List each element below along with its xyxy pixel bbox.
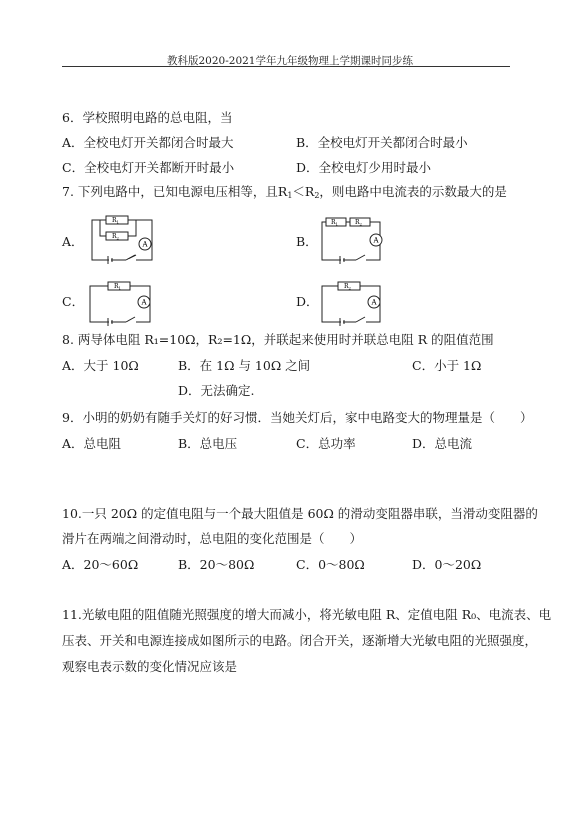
q6-option-b[interactable]: B．全校电灯开关都闭合时最小 [296, 135, 468, 150]
q10-stem-line1: 10.一只 20Ω 的定值电阻与一个最大阻值是 60Ω 的滑动变阻器串联，当滑动变阻器的 [62, 506, 538, 521]
q8-option-c[interactable]: C．小于 1Ω [412, 358, 482, 373]
q10-option-d[interactable]: D．0～20Ω [412, 557, 482, 572]
q6-option-c[interactable]: C．全校电灯开关都断开时最小 [62, 160, 235, 175]
q9-option-c[interactable]: C．总功率 [296, 436, 356, 451]
q9-option-a[interactable]: A．总电阻 [62, 436, 122, 451]
q11-stem-line2: 压表、开关和电源连接成如图所示的电路。闭合开关，逐渐增大光敏电阻的光照强度， [62, 633, 538, 648]
circuit-a-r2-label: $R_2$ [112, 233, 120, 241]
q8-option-a[interactable]: A．大于 10Ω [62, 358, 139, 373]
circuit-b-ammeter-label: A [373, 236, 379, 245]
header-divider [62, 66, 510, 67]
page-header: 教科版2020-2021学年九年级物理上学期课时同步练 [167, 55, 413, 67]
circuit-d-ammeter-label: A [371, 298, 377, 307]
q10-option-a[interactable]: A．20～60Ω [62, 557, 139, 572]
q6-option-d[interactable]: D．全校电灯少用时最小 [296, 160, 432, 175]
q9-option-d[interactable]: D．总电流 [412, 436, 473, 451]
circuit-d-diagram [318, 278, 386, 328]
q11-stem-line1: 11.光敏电阻的阻值随光照强度的增大而减小，将光敏电阻 R、定值电阻 R₀、电流表、电 [62, 607, 552, 622]
q8-stem: 8. 两导体电阻 R₁=10Ω，R₂=1Ω，并联起来使用时并联总电阻 R 的阻值范围 [62, 332, 494, 347]
q7-option-a[interactable]: A． [62, 234, 84, 249]
circuit-c-diagram [86, 278, 156, 328]
q7-stem: 7. 下列电路中，已知电源电压相等，且$R_1<R_2$，则电路中电流表的示数最大的是 [62, 184, 507, 200]
circuit-c-r1-label: $R_1$ [114, 283, 122, 291]
q8-option-b[interactable]: B．在 1Ω 与 10Ω 之间 [178, 358, 311, 373]
circuit-b-diagram [318, 214, 386, 266]
q7-option-b[interactable]: B． [296, 234, 318, 249]
q6-option-a[interactable]: A．全校电灯开关都闭合时最大 [62, 135, 234, 150]
q6-stem: 6．学校照明电路的总电阻，当 [62, 110, 233, 125]
q9-stem: 9．小明的奶奶有随手关灯的好习惯．当她关灯后，家中电路变大的物理量是（ ） [62, 410, 533, 425]
circuit-a-diagram [86, 208, 158, 268]
circuit-a-ammeter-label: A [142, 240, 148, 249]
q9-option-b[interactable]: B．总电压 [178, 436, 238, 451]
q10-option-c[interactable]: C．0～80Ω [296, 557, 365, 572]
q10-option-b[interactable]: B．20～80Ω [178, 557, 255, 572]
q11-stem-line3: 观察电表示数的变化情况应该是 [62, 659, 238, 674]
q7-option-d[interactable]: D． [296, 294, 319, 309]
circuit-b-r2-label: $R_2$ [355, 219, 363, 227]
circuit-c-ammeter-label: A [141, 298, 147, 307]
circuit-a-r1-label: $R_1$ [112, 217, 120, 225]
q8-option-d[interactable]: D．无法确定. [178, 383, 255, 398]
q7-option-c[interactable]: C． [62, 294, 85, 309]
circuit-d-r2-label: $R_2$ [344, 283, 352, 291]
circuit-b-r1-label: $R_1$ [331, 219, 339, 227]
q10-stem-line2: 滑片在两端之间滑动时，总电阻的变化范围是（ ） [62, 531, 363, 546]
